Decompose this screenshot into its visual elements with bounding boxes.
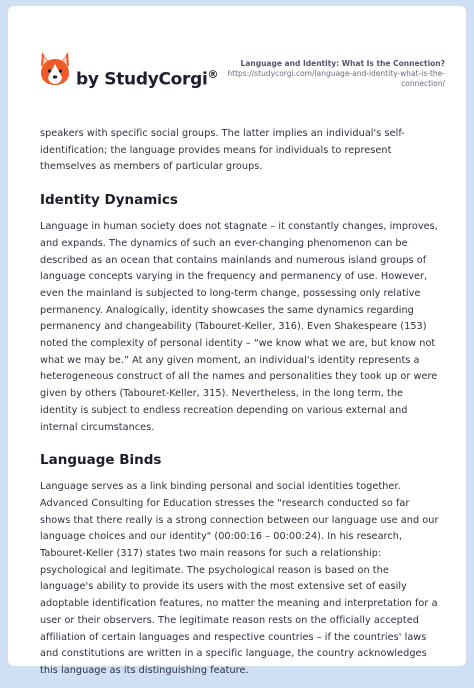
document-url-line-2[interactable]: connection/ (401, 79, 445, 88)
document-body (40, 126, 442, 688)
corgi-logo-icon[interactable] (38, 50, 72, 86)
brand-text: by StudyCorgi (76, 69, 208, 90)
section-heading-language-binds: Language Binds (40, 452, 162, 469)
page-header (8, 6, 466, 124)
identity-dynamics-paragraph: Language in human society does not stagnate – it constantly changes, improves, and expands. The dynamics of such an ever-changing phenomenon can be described as an ocean that contains mainlands and numerous island groups of language concepts varying in the frequency and permanency of use. However, even the mainland is subjected to long-term change, possessing only relative permanency. Analogically, identity showcases the same dynamics regarding permanency and changeability (Tabouret-Keller, 316). Even Shakespeare (153) noted the complexity of personal identity – “we know what we are, but know not what we may be.” At any given moment, an individual's identity represents a heterogeneous construct of all the names and personalities they took up or were given by others (Tabouret-Keller, 315). Nevertheless, in the long term, the identity is subject to endless recreation depending on various external and internal circumstances. (40, 221, 438, 433)
section-heading-identity-dynamics: Identity Dynamics (40, 192, 178, 209)
intro-paragraph: speakers with specific social groups. The latter implies an individual's self-identification; the language provides means for individuals to represent themselves as members of particular groups. (40, 128, 405, 173)
document-url-line-1[interactable]: https://studycorgi.com/language-and-identity-what-is-the- (227, 69, 445, 78)
document-meta (195, 58, 445, 89)
registered-mark: ® (207, 68, 219, 81)
document-page (8, 6, 466, 676)
language-binds-paragraph: Language serves as a link binding personal and social identities together. Advanced Consulting for Education stresses the "research conducted so far shows that there really is a strong connection between our language use and our language choices and our identity" (00:00:16 – 00:00:24). In his research, Tabouret-Keller (317) states two main reasons for such a relationship: psychological and legitimate. The psychological reason is based on the language's ability to provide its users with the most extensive set of easily adoptable identification features, no matter the meaning and interpretation for a user or their observers. The legitimate reason rests on the officially accepted affiliation of certain languages and respective countries – if the countries' laws and constitutions are written in a specific language, the country acknowledges this language as its distinguishing feature. (40, 481, 439, 676)
document-title: Language and Identity: What Is the Connection? (240, 59, 445, 68)
